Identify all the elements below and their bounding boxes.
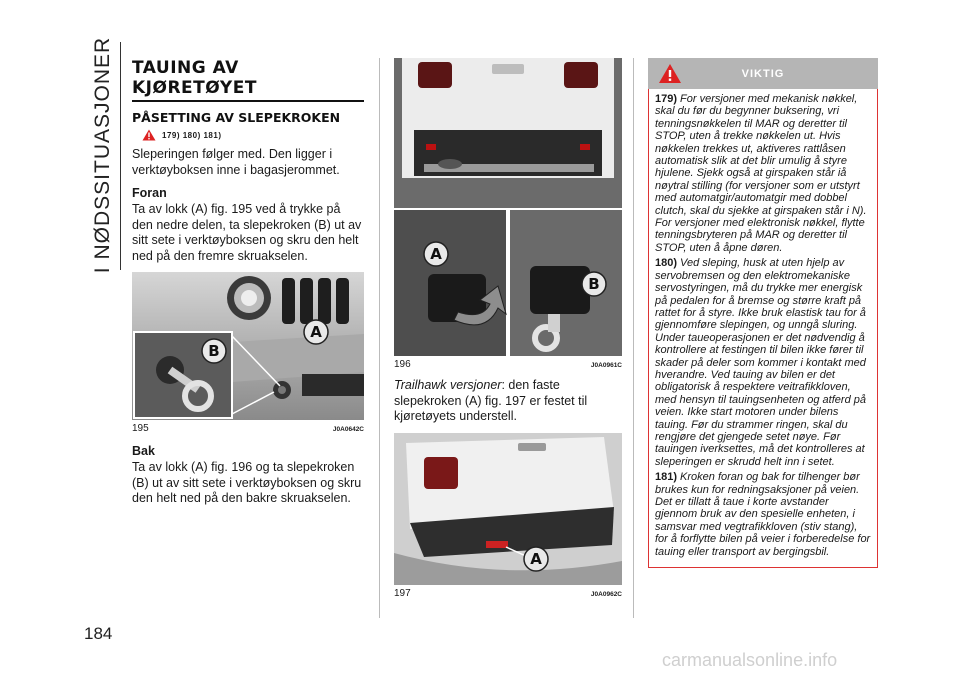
figure-196-image — [394, 58, 622, 356]
callout-a: A — [530, 549, 542, 568]
side-divider — [120, 42, 121, 270]
figure-code: J0A0961C — [590, 362, 622, 369]
column-2 — [394, 58, 622, 599]
page-number: 184 — [84, 624, 113, 643]
warning-item-text: For versjoner med mekanisk nøkkel, skal du før du begynner buksering, vri tenningsnøkkelen til MAR og deretter til STOP, uten å trekke nøkkelen ut. Hvis nøkkelen trekkes ut, aktiveres rattlåsen automatisk slik at det blir umulig å styre hjulene. Sjekk også at girspaken står iå nøytral stilling (for versjoner som er utstyrt med automatgir/automatgir med dobbel clutch, skal du sjekke at girspaken står i N). For versjoner med elektronisk nøkkel, flytte tenningsbryteren på MAR og deretter til STOP, uten å åpne døren. — [655, 93, 867, 254]
figure-196-caption — [394, 359, 622, 370]
trailhawk-text: : den faste slepekroken (A) fig. 197 er festet til kjøretøyets understell. — [394, 378, 588, 423]
section-title: TAUING AV KJØRETØYET — [132, 58, 364, 102]
warning-item — [655, 257, 871, 468]
intro-paragraph: Sleperingen følger med. Den ligger i verktøyboksen inne i bagasjerommet. — [132, 147, 340, 177]
warning-item-number: 181) — [655, 471, 678, 484]
figure-196 — [394, 58, 622, 356]
warning-item-text: Kroken foran og bak for tilhenger bør brukes kun for redningsaksjoner på veien. Det er tillatt å taue i korte avstander gjennom bruk av den spesielle enheten, i samsvar med vegtrafikkloven (stiv stang), for å forflytte bilen på veier i forberedelse for tauing eller transport av bergingsbil. — [655, 471, 871, 558]
callout-a: A — [430, 245, 442, 263]
column-3 — [648, 58, 878, 568]
callout-b: B — [588, 275, 600, 293]
front-heading: Foran — [132, 186, 167, 200]
figure-197-caption — [394, 588, 622, 599]
figure-195 — [132, 272, 364, 420]
column-divider — [633, 58, 634, 618]
warning-ref-numbers: 179) 180) 181) — [162, 130, 222, 140]
rear-paragraph: Ta av lokk (A) fig. 196 og ta slepekroken (B) ut av sitt sete i verktøyboksen og skru den helt ned på den bakre skruakselen. — [132, 460, 362, 505]
figure-number: 197 — [394, 587, 411, 599]
warning-triangle-icon — [658, 63, 682, 84]
figure-code: J0A0962C — [590, 590, 622, 598]
warning-item-number: 179) — [655, 93, 678, 105]
trailhawk-paragraph — [394, 378, 622, 425]
callout-a: A — [310, 323, 322, 341]
figure-197-image — [394, 433, 622, 585]
warning-item-text: Ved sleping, husk at uten hjelp av servobremsen og den elektromekaniske servostyringen, må du trykke mer energisk på pedalen for å bremse og større kraft på rattet for å styre. Ikke bruk elastisk tau for å gjennomføre slepingen, og unngå sluring. Under taueoperasjonen er det nødvendig å kontrollere at festingen til bilen ikke fører til skader på deler som kommer i kontakt med hverandre. Ved tauing av bilen er det obligatorisk å respektere veitrafikkloven, med hensyn til tauingsenheten og atferd på veien. Ikke start motoren under bilens tauing. Før du strammer ringen, skal du rengjøre det gjengede setet nøye. Før tauingen iverksettes, må det kontrolleres at sleperingen er skrudd helt inn i setet. — [655, 257, 866, 468]
warning-item — [655, 93, 871, 254]
chapter-side-tab — [88, 36, 118, 274]
column-1 — [132, 58, 364, 515]
callout-b: B — [208, 342, 220, 360]
figure-197 — [394, 433, 622, 585]
warning-triangle-icon — [142, 129, 156, 141]
figure-code: J0A0642C — [332, 426, 364, 433]
warning-header — [648, 58, 878, 89]
figure-number: 195 — [132, 423, 149, 434]
watermark: carmanualsonline.info — [662, 650, 838, 670]
warning-references — [142, 129, 364, 141]
section-subtitle: PÅSETTING AV SLEPEKROKEN — [132, 110, 341, 125]
trailhawk-label: Trailhawk versjoner — [394, 378, 502, 392]
figure-195-image — [132, 272, 364, 420]
warning-item — [655, 471, 871, 558]
rear-heading: Bak — [132, 444, 155, 458]
warning-title: VIKTIG — [741, 67, 785, 80]
figure-195-caption — [132, 423, 364, 434]
warning-item-number: 180) — [655, 257, 678, 270]
column-divider — [379, 58, 380, 618]
figure-number: 196 — [394, 359, 411, 370]
warning-box — [648, 89, 878, 568]
front-paragraph: Ta av lokk (A) fig. 195 ved å trykke på den nedre delen, ta slepekroken (B) ut av sitt sete i verktøyboksen og skru den helt ned på den fremre skruakselen. — [132, 202, 362, 263]
chapter-title: I NØDSSITUASJONER — [91, 36, 114, 274]
